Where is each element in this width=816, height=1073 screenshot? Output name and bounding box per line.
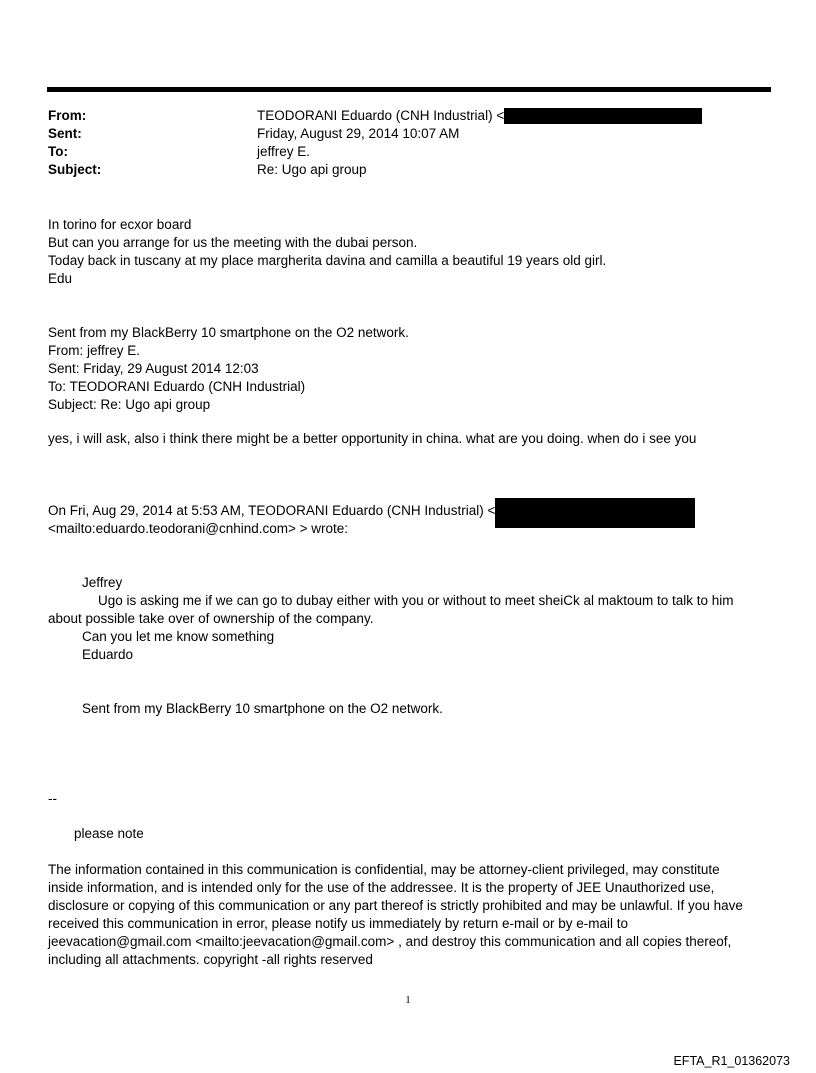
- signature: Eduardo: [82, 647, 134, 662]
- header-rule: [47, 87, 771, 92]
- greeting: Jeffrey: [82, 575, 123, 590]
- sent-from-line: Sent from my BlackBerry 10 smartphone on the O2 network.: [82, 701, 443, 716]
- disclaimer-line: inside information, and is intended only for the use of the addressee. It is the property of JEE Unauthorized use,: [48, 880, 715, 895]
- body-line: In torino for ecxor board: [48, 217, 192, 232]
- document-id: EFTA_R1_01362073: [673, 1054, 790, 1068]
- disclaimer-line: received this communication in error, please notify us immediately by return e-mail or by e-mail to: [48, 916, 628, 931]
- jeffrey-reply: [48, 430, 696, 448]
- redaction-box: [495, 498, 695, 528]
- reply-text: yes, i will ask, also i think there might be a better opportunity in china. what are you doing. when do i see you: [48, 431, 697, 446]
- quoted-header: [48, 324, 409, 414]
- quoted-line: To: TEODORANI Eduardo (CNH Industrial): [48, 379, 306, 394]
- quoted-line: Subject: Re: Ugo api group: [48, 397, 211, 412]
- original-message: [48, 574, 734, 664]
- page-number: 1: [405, 994, 411, 1006]
- sent-label: Sent:: [48, 126, 82, 141]
- separator-text: --: [48, 791, 57, 806]
- original-line: Can you let me know something: [82, 629, 275, 644]
- separator: [48, 790, 57, 808]
- from-label: From:: [48, 108, 87, 123]
- original-line: about possible take over of ownership of the company.: [48, 611, 374, 626]
- to-value: jeffrey E.: [257, 144, 311, 159]
- disclaimer-line: jeevacation@gmail.com <mailto:jeevacation@gmail.com> , and destroy this communication and all copies thereof,: [48, 934, 732, 949]
- on-line-1: [48, 502, 695, 520]
- subject-value: Re: Ugo api group: [257, 162, 367, 177]
- body-line: Today back in tuscany at my place margherita davina and camilla a beautiful 19 years old girl.: [48, 253, 607, 268]
- on-line-2: <mailto:eduardo.teodorani@cnhind.com> > wrote:: [48, 521, 349, 536]
- disclaimer: [48, 861, 743, 969]
- on-line-text: On Fri, Aug 29, 2014 at 5:53 AM, TEODORANI Eduardo (CNH Industrial) <: [48, 503, 496, 518]
- original-sent-from: [82, 700, 443, 718]
- from-name: TEODORANI Eduardo (CNH Industrial) <: [257, 108, 505, 123]
- disclaimer-line: including all attachments. copyright -all rights reserved: [48, 952, 373, 967]
- redaction-box: [504, 108, 702, 124]
- on-wrote-line: [48, 502, 695, 538]
- sent-value: Friday, August 29, 2014 10:07 AM: [257, 126, 460, 141]
- disclaimer-line: The information contained in this communication is confidential, may be attorney-client privileged, may constitute: [48, 862, 720, 877]
- disclaimer-line: disclosure or copying of this communication or any part thereof is strictly prohibited and may be unlawful. If you have: [48, 898, 743, 913]
- original-line: Ugo is asking me if we can go to dubay either with you or without to meet sheiCk al maktoum to talk to him: [98, 593, 734, 608]
- reply-body: [48, 216, 606, 288]
- quoted-line: Sent from my BlackBerry 10 smartphone on the O2 network.: [48, 325, 409, 340]
- from-value: [257, 107, 702, 125]
- please-note: [74, 825, 144, 843]
- quoted-line: Sent: Friday, 29 August 2014 12:03: [48, 361, 259, 376]
- body-line: Edu: [48, 271, 73, 286]
- please-note-text: please note: [74, 826, 144, 841]
- to-label: To:: [48, 144, 68, 159]
- subject-label: Subject:: [48, 162, 102, 177]
- body-line: But can you arrange for us the meeting with the dubai person.: [48, 235, 418, 250]
- quoted-line: From: jeffrey E.: [48, 343, 141, 358]
